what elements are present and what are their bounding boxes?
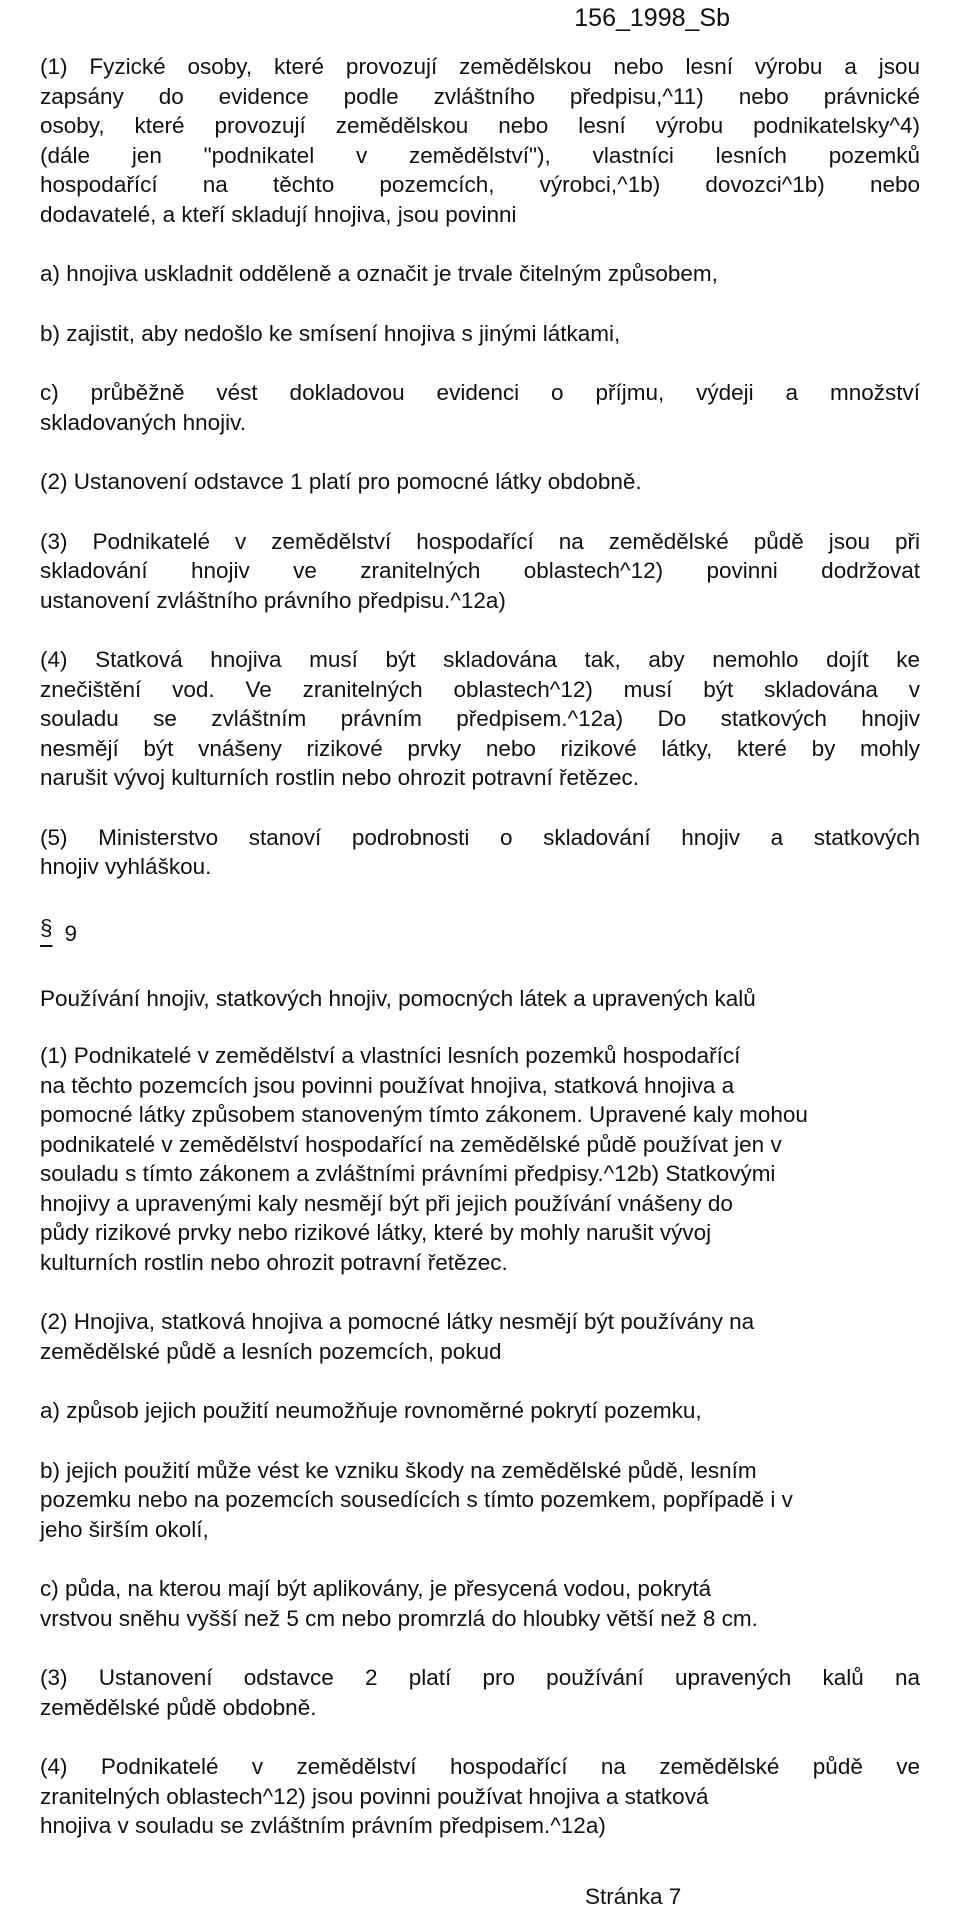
text-line: (3) Podnikatelé v zemědělství hospodařící na zemědělské půdě jsou při: [40, 528, 920, 554]
text-line: vrstvou sněhu vyšší než 5 cm nebo promrzlá do hloubky větší než 8 cm.: [40, 1605, 758, 1631]
paragraph-4: [40, 645, 920, 793]
paragraph-2: [40, 467, 920, 497]
document-id: 156_1998_Sb: [574, 4, 730, 32]
text-line: souladu se zvláštním právním předpisem.^12a) Do statkových hnojiv: [40, 706, 920, 731]
text-line: skladování hnojiv ve zranitelných oblastech^12) povinni dodržovat: [40, 558, 920, 583]
paragraph-1: [40, 52, 920, 229]
text-line: b) zajistit, aby nedošlo ke smísení hnojiva s jinými látkami,: [40, 320, 621, 346]
text-line: (4) Podnikatelé v zemědělství hospodařící na zemědělské půdě ve: [40, 1754, 920, 1779]
text-line: a) způsob jejich použití neumožňuje rovnoměrné pokrytí pozemku,: [40, 1398, 702, 1423]
text-line: znečištění vod. Ve zranitelných oblastech^12) musí být skladována v: [40, 676, 920, 702]
section-8-paragraphs: [40, 52, 920, 882]
text-line: (5) Ministerstvo stanoví podrobnosti o skladování hnojiv a statkových: [40, 824, 920, 850]
text-line: dodavatelé, a kteří skladují hnojiva, jsou povinni: [40, 201, 517, 227]
s9-paragraph-3: [40, 1663, 920, 1722]
s9-paragraph-4: [40, 1752, 920, 1841]
section-title-text: Používání hnojiv, statkových hnojiv, pomocných látek a upravených kalů: [40, 985, 756, 1011]
text-line: (1) Podnikatelé v zemědělství a vlastníci lesních pozemků hospodařící: [40, 1043, 741, 1068]
text-line: zranitelných oblastech^12) jsou povinni používat hnojiva a statková: [40, 1783, 709, 1809]
text-line: zemědělské půdě a lesních pozemcích, pokud: [40, 1338, 502, 1364]
text-line: hnojiv vyhláškou.: [40, 854, 212, 879]
text-line: souladu s tímto zákonem a zvláštními právními předpisy.^12b) Statkovými: [40, 1161, 776, 1186]
text-line: hnojivy a upravenými kaly nesmějí být při jejich používání vnášeny do: [40, 1190, 733, 1216]
text-line: narušit vývoj kulturních rostlin nebo ohrozit potravní řetězec.: [40, 765, 640, 790]
section-heading: [40, 912, 920, 956]
text-line: jeho širším okolí,: [40, 1516, 209, 1542]
text-line: nesmějí být vnášeny rizikové prvky nebo rizikové látky, které by mohly: [40, 735, 920, 761]
s9-paragraph-2: [40, 1307, 920, 1366]
text-line: (3) Ustanovení odstavce 2 platí pro používání upravených kalů na: [40, 1665, 920, 1690]
text-line: půdy rizikové prvky nebo rizikové látky, které by mohly narušit vývoj: [40, 1220, 712, 1245]
text-line: (4) Statková hnojiva musí být skladována tak, aby nemohlo dojít ke: [40, 647, 920, 672]
document-body: [40, 52, 920, 1871]
text-line: (2) Hnojiva, statková hnojiva a pomocné látky nesmějí být používány na: [40, 1309, 755, 1334]
text-line: pomocné látky způsobem stanoveným tímto zákonem. Upravené kaly mohou: [40, 1102, 808, 1127]
text-line: zemědělské půdě obdobně.: [40, 1694, 317, 1720]
text-line: zapsány do evidence podle zvláštního předpisu,^11) nebo právnické: [40, 83, 920, 109]
paragraph-1a: [40, 259, 920, 289]
text-line: c) půda, na kterou mají být aplikovány, je přesycená vodou, pokrytá: [40, 1576, 712, 1601]
text-line: ustanovení zvláštního právního předpisu.^12a): [40, 587, 506, 613]
paragraph-3: [40, 527, 920, 616]
text-line: pozemku nebo na pozemcích sousedících s tímto pozemkem, popřípadě i v: [40, 1487, 793, 1512]
text-line: (1) Fyzické osoby, které provozují zemědělskou nebo lesní výrobu a jsou: [40, 54, 920, 79]
text-line: b) jejich použití může vést ke vzniku škody na zemědělské půdě, lesním: [40, 1457, 757, 1483]
text-line: kulturních rostlin nebo ohrozit potravní řetězec.: [40, 1249, 508, 1275]
s9-paragraph-2c: [40, 1574, 920, 1633]
text-line: (2) Ustanovení odstavce 1 platí pro pomocné látky obdobně.: [40, 469, 642, 494]
text-line: a) hnojiva uskladnit odděleně a označit je trvale čitelným způsobem,: [40, 261, 718, 286]
paragraph-1c: [40, 378, 920, 437]
section-title: [40, 984, 920, 1014]
text-line: skladovaných hnojiv.: [40, 409, 246, 435]
section-symbol: §: [40, 914, 53, 940]
s9-paragraph-2a: [40, 1396, 920, 1426]
section-9-paragraphs: [40, 1041, 920, 1841]
page-number: Stránka 7: [585, 1884, 682, 1909]
s9-paragraph-2b: [40, 1456, 920, 1545]
text-line: na těchto pozemcích jsou povinni používat hnojiva, statková hnojiva a: [40, 1072, 735, 1098]
text-line: (dále jen "podnikatel v zemědělství"), vlastníci lesních pozemků: [40, 142, 920, 168]
section-number: 9: [64, 920, 78, 946]
text-line: podnikatelé v zemědělství hospodařící na zemědělské půdě používat jen v: [40, 1131, 782, 1157]
s9-paragraph-1: [40, 1041, 920, 1277]
paragraph-5: [40, 823, 920, 882]
text-line: hnojiva v souladu se zvláštním právním předpisem.^12a): [40, 1813, 606, 1838]
text-line: hospodařící na těchto pozemcích, výrobci,^1b) dovozci^1b) nebo: [40, 172, 920, 197]
paragraph-1b: [40, 319, 920, 349]
text-line: osoby, které provozují zemědělskou nebo lesní výrobu podnikatelsky^4): [40, 113, 920, 138]
text-line: c) průběžně vést dokladovou evidenci o příjmu, výdeji a množství: [40, 380, 920, 405]
